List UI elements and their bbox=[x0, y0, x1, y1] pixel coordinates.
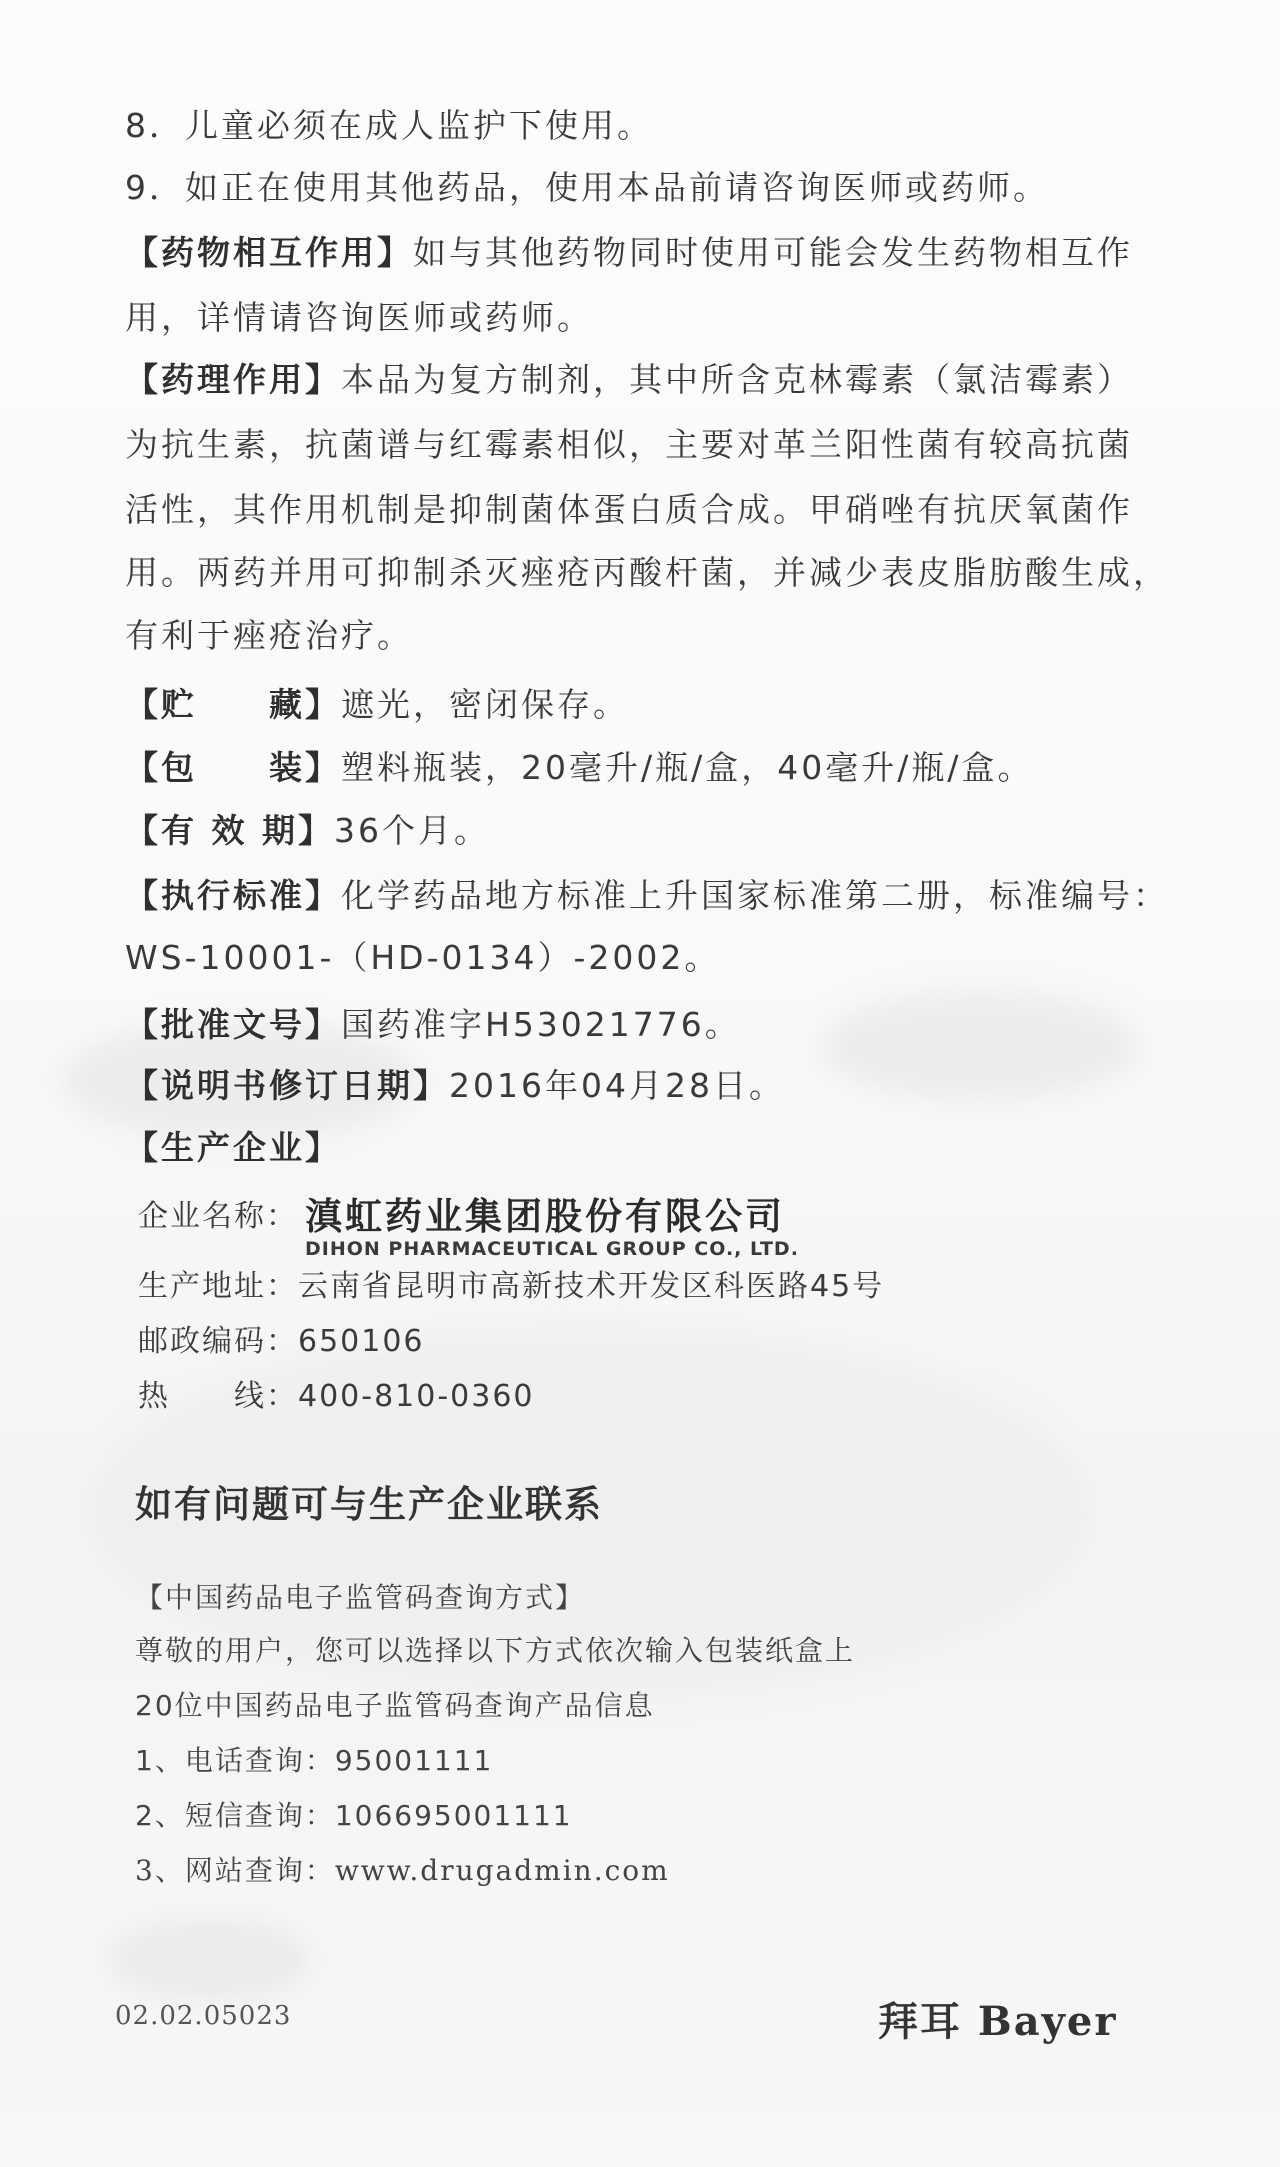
contact-note: 如有问题可与生产企业联系 bbox=[135, 1483, 603, 1526]
section-label: 【生产企业】 bbox=[125, 1128, 341, 1167]
section-label: 【批准文号】 bbox=[125, 1005, 341, 1044]
hotline-label: 热 线： bbox=[138, 1379, 298, 1414]
section-text-line: 为抗生素，抗菌谱与红霉素相似，主要对革兰阳性菌有较高抗菌 bbox=[125, 425, 1133, 464]
hotline-value: 400-810-0360 bbox=[298, 1379, 535, 1414]
section-text-line: 用，详情请咨询医师或药师。 bbox=[125, 298, 593, 337]
precaution-item-8: 8．儿童必须在成人监护下使用。 bbox=[125, 106, 653, 145]
package-section bbox=[125, 748, 1033, 788]
section-label: 【包 装】 bbox=[125, 748, 341, 787]
section-label: 【说明书修订日期】 bbox=[125, 1066, 449, 1105]
leaflet-code: 02.02.05023 bbox=[115, 2001, 292, 2031]
manufacturer-heading bbox=[125, 1128, 341, 1168]
supervision-intro: 20位中国药品电子监管码查询产品信息 bbox=[135, 1689, 655, 1722]
section-text-line: 有利于痤疮治疗。 bbox=[125, 616, 413, 655]
section-text: 2016年04月28日。 bbox=[449, 1066, 785, 1105]
section-label: 【执行标准】 bbox=[125, 876, 341, 915]
pharmacology-section bbox=[125, 360, 1133, 400]
query-sms: 2、短信查询：106695001111 bbox=[135, 1799, 573, 1832]
postcode-value: 650106 bbox=[298, 1324, 425, 1359]
section-text: 本品为复方制剂，其中所含克林霉素（氯洁霉素） bbox=[341, 360, 1133, 399]
section-text: 遮光，密闭保存。 bbox=[341, 685, 629, 724]
revision-date-section bbox=[125, 1066, 785, 1106]
section-text: 化学药品地方标准上升国家标准第二册，标准编号： bbox=[341, 876, 1169, 915]
bayer-brand-mark: 拜耳 Bayer bbox=[878, 1998, 1118, 2045]
section-text: 塑料瓶装，20毫升/瓶/盒，40毫升/瓶/盒。 bbox=[341, 748, 1034, 787]
scan-smudge bbox=[110, 1920, 310, 2000]
query-phone: 1、电话查询：95001111 bbox=[135, 1744, 494, 1777]
address-value: 云南省昆明市高新技术开发区科医路45号 bbox=[298, 1269, 885, 1304]
supervision-title: 【中国药品电子监管码查询方式】 bbox=[135, 1581, 586, 1614]
section-text: 36个月。 bbox=[333, 811, 490, 850]
supervision-intro: 尊敬的用户，您可以选择以下方式依次输入包装纸盒上 bbox=[135, 1634, 856, 1667]
company-postcode bbox=[138, 1323, 425, 1361]
postcode-label: 邮政编码： bbox=[138, 1324, 298, 1359]
company-name-english: DIHON PHARMACEUTICAL GROUP CO., LTD. bbox=[305, 1238, 799, 1260]
precaution-item-9: 9．如正在使用其他药品，使用本品前请咨询医师或药师。 bbox=[125, 168, 1049, 207]
standard-section bbox=[125, 876, 1169, 916]
section-label: 【贮 藏】 bbox=[125, 685, 341, 724]
section-text-line: 用。两药并用可抑制杀灭痤疮丙酸杆菌，并减少表皮脂肪酸生成， bbox=[125, 553, 1169, 592]
storage-section bbox=[125, 685, 629, 725]
approval-section bbox=[125, 1005, 741, 1045]
drug-interaction-section bbox=[125, 233, 1133, 273]
expiry-section bbox=[125, 811, 490, 851]
company-name: 滇虹药业集团股份有限公司 bbox=[305, 1195, 785, 1238]
company-name-label: 企业名称： bbox=[138, 1199, 298, 1234]
company-hotline bbox=[138, 1378, 535, 1416]
scan-smudge bbox=[820, 990, 1140, 1100]
section-text-line: 活性，其作用机制是抑制菌体蛋白质合成。甲硝唑有抗厌氧菌作 bbox=[125, 490, 1133, 529]
section-text: 如与其他药物同时使用可能会发生药物相互作 bbox=[413, 233, 1133, 272]
section-label: 【药理作用】 bbox=[125, 360, 341, 399]
section-text: 国药准字H53021776。 bbox=[341, 1005, 741, 1044]
company-address bbox=[138, 1268, 884, 1306]
section-label: 【有 效 期】 bbox=[125, 811, 334, 850]
section-label: 【药物相互作用】 bbox=[125, 233, 413, 272]
section-text-line: WS-10001-（HD-0134）-2002。 bbox=[125, 938, 721, 977]
query-website: 3、网站查询：www.drugadmin.com bbox=[135, 1854, 670, 1887]
address-label: 生产地址： bbox=[138, 1269, 298, 1304]
